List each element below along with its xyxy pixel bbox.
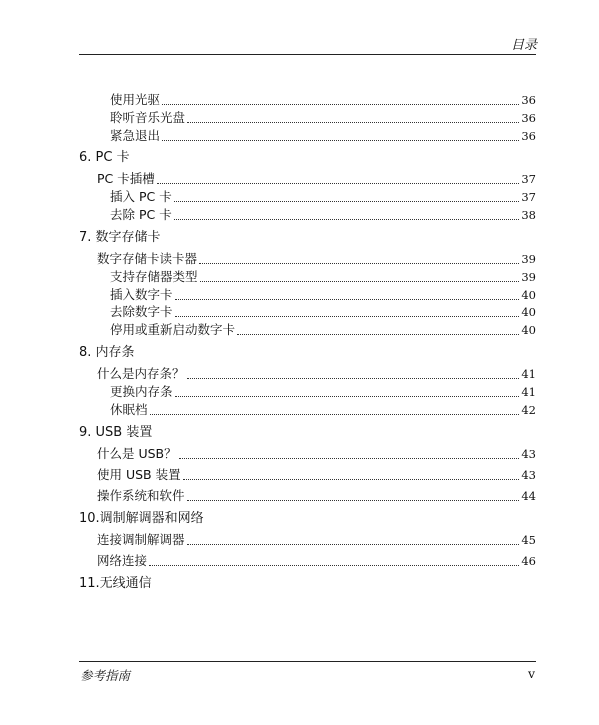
toc-entry-title: 去除数字卡 <box>110 304 173 319</box>
toc-entry-title: 更换内存条 <box>110 384 173 399</box>
toc-entry-title: 支持存储器类型 <box>110 269 198 284</box>
toc-entry-title: 连接调制解调器 <box>97 532 185 547</box>
toc-entry[interactable] <box>110 110 536 126</box>
toc-leader-dots <box>162 139 519 141</box>
toc-entry-page: 41 <box>521 385 536 399</box>
toc-entry-page: 36 <box>521 111 536 125</box>
toc-entry-title: 操作系统和软件 <box>97 488 185 503</box>
toc-entry-page: 41 <box>521 367 536 381</box>
toc-entry-page: 44 <box>521 489 536 503</box>
toc-entry-title: 使用 USB 装置 <box>97 467 181 482</box>
toc-entry[interactable] <box>97 446 536 462</box>
toc-entry[interactable] <box>110 304 536 320</box>
toc-entry-title: 使用光驱 <box>110 92 161 107</box>
toc-entry-page: 42 <box>521 403 536 417</box>
toc-section-heading[interactable]: 11.无线通信 <box>79 576 152 591</box>
toc-entry-title: 聆听音乐光盘 <box>110 110 186 125</box>
toc-entry[interactable] <box>110 269 536 285</box>
toc-leader-dots <box>183 478 520 480</box>
toc-entry-page: 39 <box>521 252 536 266</box>
toc-entry[interactable] <box>97 366 536 382</box>
toc-entry-title: 什么是 USB？ <box>97 446 177 461</box>
footer-title: 参考指南 <box>80 668 131 683</box>
toc-entry-page: 40 <box>521 305 536 319</box>
toc-leader-dots <box>175 395 520 397</box>
toc-leader-dots <box>157 182 520 184</box>
toc-leader-dots <box>179 457 520 459</box>
toc-entry[interactable] <box>97 251 536 267</box>
toc-section-heading[interactable]: 7. 数字存储卡 <box>79 230 161 245</box>
toc-entry[interactable] <box>110 322 536 338</box>
toc-section-heading[interactable]: 10.调制解调器和网络 <box>79 511 204 526</box>
toc-leader-dots <box>187 377 520 379</box>
toc-entry[interactable] <box>97 467 536 483</box>
footer-rule <box>79 661 536 662</box>
toc-entry[interactable] <box>110 402 536 418</box>
toc-entry-title: PC 卡插槽 <box>97 171 155 186</box>
toc-section-heading[interactable]: 9. USB 装置 <box>79 425 153 440</box>
toc-entry[interactable] <box>97 532 536 548</box>
toc-leader-dots <box>149 564 519 566</box>
toc-entry-page: 46 <box>521 554 536 568</box>
toc-entry-title: 停用或重新启动数字卡 <box>110 322 236 337</box>
toc-entry[interactable] <box>97 171 536 187</box>
toc-leader-dots <box>174 218 520 220</box>
toc-leader-dots <box>187 121 519 123</box>
toc-entry[interactable] <box>110 207 536 223</box>
toc-entry[interactable] <box>110 128 536 144</box>
toc-entry-page: 43 <box>521 447 536 461</box>
toc-entry[interactable] <box>110 287 536 303</box>
toc-entry-page: 38 <box>521 208 536 222</box>
toc-entry[interactable] <box>97 488 536 504</box>
toc-entry-title: 网络连接 <box>97 553 148 568</box>
toc-entry[interactable] <box>110 92 536 108</box>
toc-entry[interactable] <box>110 384 536 400</box>
toc-entry-title: 什么是内存条？ <box>97 366 185 381</box>
toc-leader-dots <box>199 262 519 264</box>
toc-leader-dots <box>174 200 520 202</box>
toc-leader-dots <box>150 413 520 415</box>
toc-entry-page: 36 <box>521 129 536 143</box>
toc-section-heading[interactable]: 6. PC 卡 <box>79 150 130 165</box>
footer-page-number: v <box>527 666 535 681</box>
toc-entry-page: 37 <box>521 190 536 204</box>
toc-entry-title: 去除 PC 卡 <box>110 207 172 222</box>
toc-entry-page: 39 <box>521 270 536 284</box>
toc-entry-title: 插入数字卡 <box>110 287 173 302</box>
toc-entry-page: 43 <box>521 468 536 482</box>
toc-entry[interactable] <box>110 189 536 205</box>
toc-entry-page: 40 <box>521 323 536 337</box>
toc-entry-title: 紧急退出 <box>110 128 161 143</box>
toc-entry-title: 数字存储卡读卡器 <box>97 251 198 266</box>
toc-entry-page: 40 <box>521 288 536 302</box>
toc-entry-title: 休眠档 <box>110 402 148 417</box>
toc-section-heading[interactable]: 8. 内存条 <box>79 345 135 360</box>
header-title: 目录 <box>510 38 537 53</box>
toc-leader-dots <box>237 333 519 335</box>
toc-entry[interactable] <box>97 553 536 569</box>
toc-leader-dots <box>200 280 520 282</box>
toc-entry-page: 45 <box>521 533 536 547</box>
toc-leader-dots <box>175 315 520 317</box>
toc-leader-dots <box>187 543 520 545</box>
toc-entry-page: 36 <box>521 93 536 107</box>
toc-leader-dots <box>187 499 520 501</box>
toc-leader-dots <box>175 298 520 300</box>
toc-entry-title: 插入 PC 卡 <box>110 189 172 204</box>
toc-entry-page: 37 <box>521 172 536 186</box>
toc-leader-dots <box>162 103 519 105</box>
